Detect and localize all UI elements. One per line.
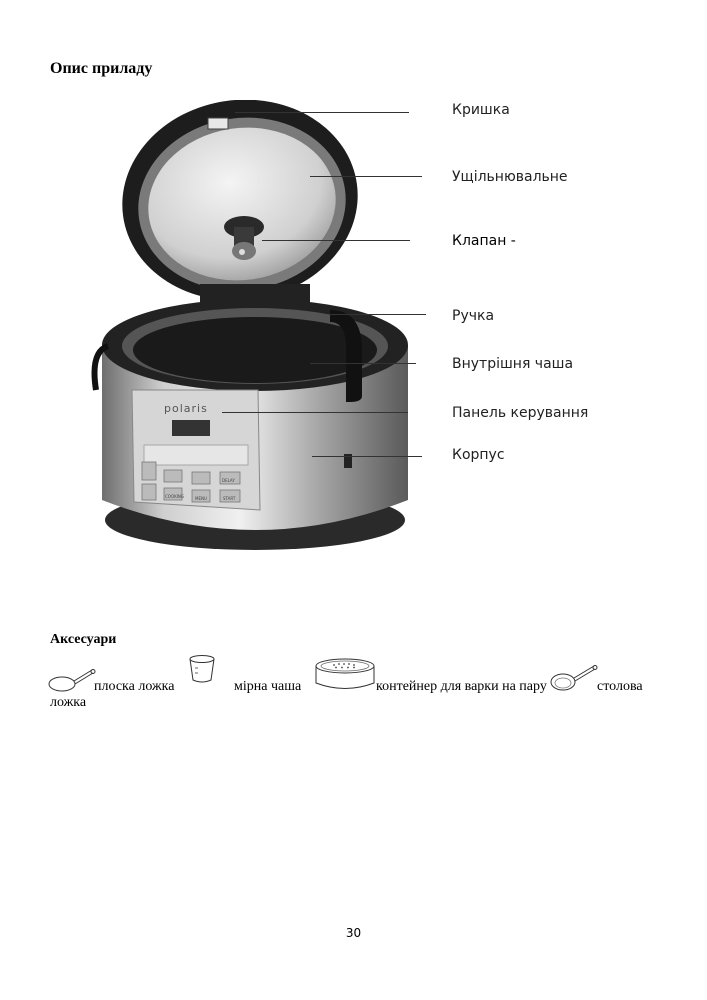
leader-line-valve [262,240,410,241]
panel-button-cooking: COOKING [165,494,184,499]
accessory-ladle-label: столова [597,679,643,694]
accessory-measuring-cup-label: мірна чаша [234,679,302,694]
panel-button-menu: MENU [195,496,207,501]
callout-lid: Кришка [452,102,510,118]
control-panel [132,390,260,510]
callout-seal: Ущільнювальне [452,169,568,185]
accessory-flat-spoon-label: плоска ложка [94,679,175,694]
callout-control-panel: Панель керування [452,405,589,421]
leader-line-lid [235,112,409,113]
callout-handle: Ручка [452,308,495,324]
panel-button-start: START [223,496,236,501]
leader-line-seal [310,176,422,177]
section-title: Опис приладу [50,60,153,77]
accessory-steam-container-label: контейнер для варки на пару [376,679,547,694]
steam-container-icon [314,656,376,692]
measuring-cup-icon [186,654,218,684]
leader-line-inner-bowl [310,363,416,364]
page-number: 30 [345,926,362,940]
brand-logo: polaris [164,402,208,415]
leader-line-handle [330,314,426,315]
callout-valve: Клапан - [452,233,516,249]
accessories-title: Аксесуари [50,632,117,647]
panel-button-delay: DELAY [222,478,235,483]
multicooker-illustration [80,100,420,550]
flat-spoon-icon [48,664,96,694]
ladle-icon [550,660,598,694]
leader-line-control-panel [222,412,408,413]
callout-inner-bowl: Внутрішня чаша [452,356,574,372]
callout-body: Корпус [452,447,505,463]
leader-line-body [312,456,422,457]
accessory-ladle-label-continued: ложка [50,695,87,710]
lid [109,100,371,315]
